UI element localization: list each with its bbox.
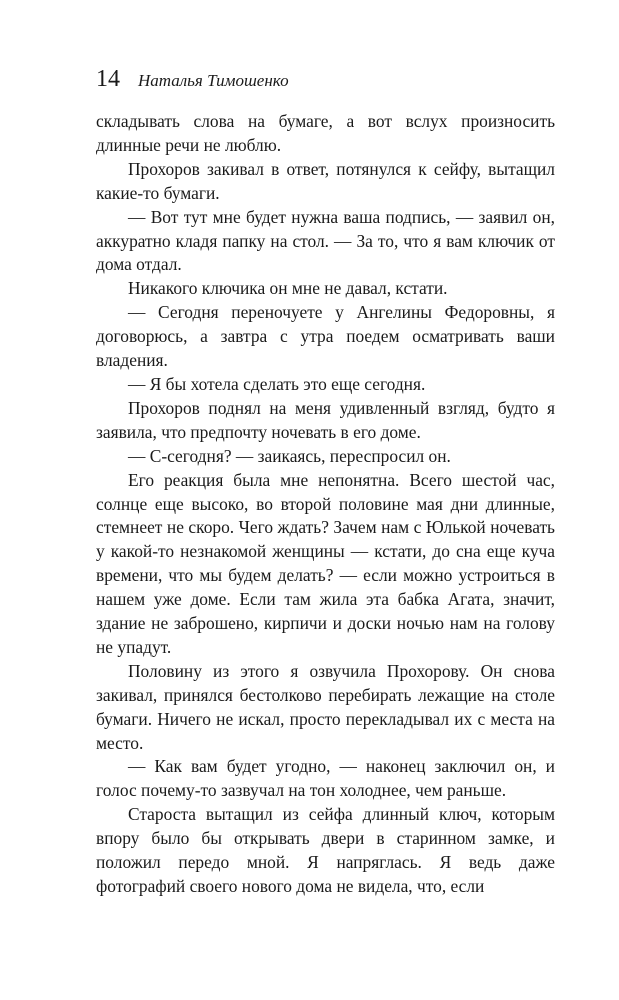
paragraph: Староста вытащил из сейфа длинный ключ, которым впору было бы открывать двери в старинном замке, и положил передо мной. Я напряглась. Я ведь даже фотографий своего нового дома не видела, что, если xyxy=(96,804,555,896)
paragraph: Половину из этого я озвучила Прохорову. Он снова закивал, принялся бестолково перебирать лежащие на столе бумаги. Ничего не искал, просто перекладывал их с места на место. xyxy=(96,660,555,753)
paragraph: — Вот тут мне будет нужна ваша подпись, — заявил он, аккуратно кладя папку на стол. — За то, что я вам ключик от дома отдал. xyxy=(96,206,555,275)
paragraph: — Сегодня переночуете у Ангелины Федоровны, я договорюсь, а завтра с утра поедем осматривать ваши владения. xyxy=(96,302,555,371)
running-head xyxy=(96,66,289,92)
paragraph: Прохоров закивал в ответ, потянулся к сейфу, вытащил какие-то бумаги. xyxy=(96,158,555,203)
paragraph: — Как вам будет угодно, — наконец заключил он, и голос почему-то зазвучал на тон холоднее, чем раньше. xyxy=(96,756,555,801)
paragraph: Прохоров поднял на меня удивленный взгляд, будто я заявила, что предпочту ночевать в его доме. xyxy=(96,397,555,442)
author-name: Наталья Тимошенко xyxy=(138,71,289,90)
page-number: 14 xyxy=(96,66,120,92)
paragraph: Никакого ключика он мне не давал, кстати. xyxy=(128,278,448,299)
paragraph: — Я бы хотела сделать это еще сегодня. xyxy=(128,373,426,394)
paragraph: — С-сегодня? — заикаясь, переспросил он. xyxy=(128,445,451,466)
body-text xyxy=(96,110,555,899)
paragraph: Его реакция была мне непонятна. Всего шестой час, солнце еще высоко, во второй половине мая дни длинные, стемнеет не скоро. Чего ждать? Зачем нам с Юлькой ночевать у какой-то незнакомой женщины — кстати, до сна еще куча времени, что мы будем делать? — если можно устроиться в нашем уже доме. Если там жила эта бабка Агата, значит, здание не заброшено, кирпичи и доски ночью нам на голову не упадут. xyxy=(96,469,555,657)
paragraph: складывать слова на бумаге, а вот вслух произносить длинные речи не люблю. xyxy=(96,111,555,155)
